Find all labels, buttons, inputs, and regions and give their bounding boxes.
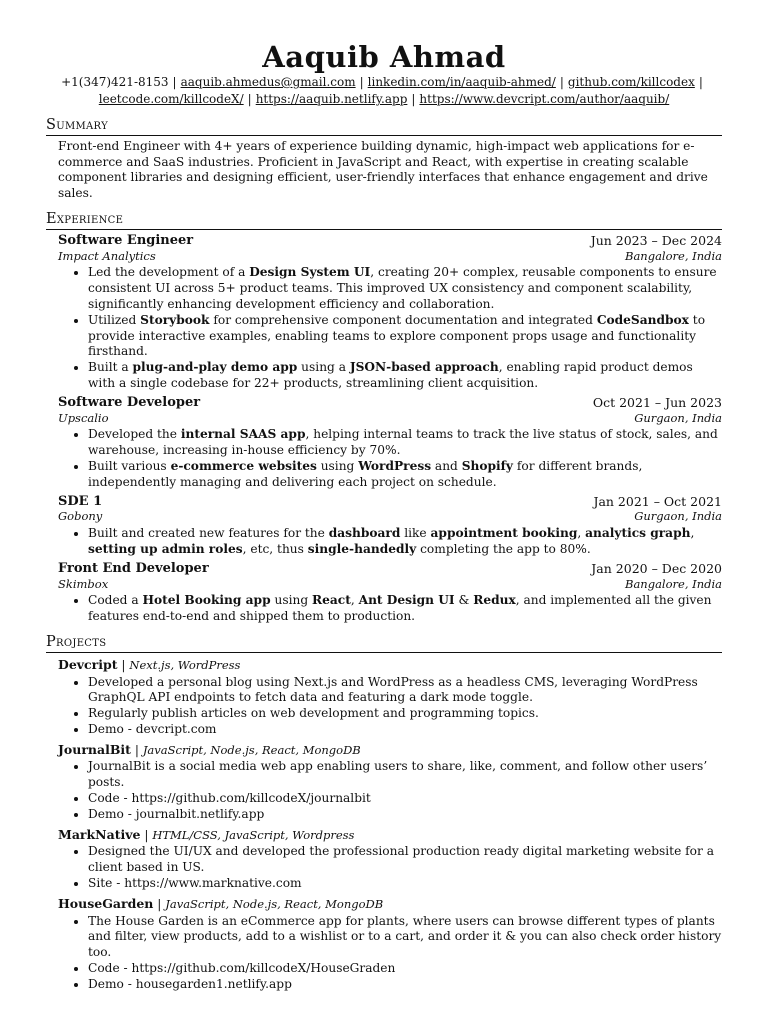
job-title: Software Developer [58, 394, 201, 410]
separator: | [117, 657, 130, 672]
project-header [58, 657, 722, 674]
job-location: Gurgaon, India [634, 509, 722, 524]
bullet-item: • Designed the UI/UX and developed the professional production ready digital marketing website for a client based in US. [88, 844, 722, 876]
bold-text: Storybook [140, 312, 210, 327]
text: , and implemented all the given features end-to-end and shipped them to production. [88, 593, 712, 624]
bullet-item [88, 265, 722, 312]
text: and [431, 458, 462, 473]
summary-text: Front-end Engineer with 4+ years of experience building dynamic, high-impact web applications for e-commerce and SaaS industries. Proficient in JavaScript and React, with expertise in creating scalable component libraries and designing efficient, user-friendly interfaces that enhance engagement and drive sales. [58, 138, 708, 201]
bullet-item: • Demo - journalbit.netlify.app [88, 807, 722, 823]
text: , [690, 526, 695, 541]
text: , enabling rapid product demos with a single codebase for 22+ products, streamlining client acquisition. [88, 360, 693, 390]
job-title-row [58, 494, 722, 510]
bold-text: internal SAAS app [180, 427, 306, 442]
separator: | [140, 827, 153, 842]
job-bullets [58, 526, 722, 558]
bullet-item [88, 427, 722, 459]
job-location: Bangalore, India [625, 576, 722, 591]
section-heading: Experience [46, 212, 722, 230]
summary-section [46, 118, 722, 202]
project-bullets [58, 675, 722, 738]
project-bullets [58, 914, 722, 993]
bold-text: Hotel Booking app [142, 593, 271, 608]
project-tech: JavaScript, Node.js, React, MongoDB [165, 896, 384, 911]
bold-text: analytics graph [585, 526, 691, 541]
job-title-row [58, 233, 722, 249]
text: , helping internal teams to track the live status of stock, sales, and warehouse, increasing in-house efficiency by 70%. [88, 427, 718, 458]
bullet-item [88, 526, 722, 558]
job-company-row [58, 249, 722, 265]
bullet-item: • Code - https://github.com/killcodeX/journalbit [88, 791, 722, 807]
contact-line-2: leetcode.com/killcodeX/ | https://aaquib.netlify.app | https://www.devcript.com/author/aaquib/ [98, 92, 670, 106]
project-header [58, 896, 722, 913]
bullet-item: • The House Garden is an eCommerce app for plants, where users can browse different types of plants and filter, view products, add to a wishlist or to a cart, and order it & you can also check order history too. [88, 914, 722, 961]
company-name: Gobony [58, 509, 103, 524]
linkedin-link[interactable]: linkedin.com/in/aaquib-ahmed/ [367, 75, 556, 89]
bullet-item: • Developed a personal blog using Next.js and WordPress as a headless CMS, leveraging WordPress GraphQL API endpoints to fetch data and featuring a dark mode toggle. [88, 675, 722, 707]
job-dates: Jan 2020 – Dec 2020 [591, 560, 722, 576]
project-name: JournalBit [58, 741, 131, 757]
bullet-item: • Demo - devcript.com [88, 722, 722, 738]
text: for comprehensive component documentation and integrated [209, 312, 597, 327]
text: to provide interactive examples, enabling teams to explore component props usage and functionality firsthand. [88, 312, 706, 359]
bold-text: setting up admin roles [88, 541, 243, 556]
text: , creating 20+ complex, reusable components to ensure consistent UI across 5+ product teams. This improved UX consistency and component scalability, significantly enhancing development efficiency and collaboration. [88, 265, 717, 311]
job-title: SDE 1 [58, 493, 103, 509]
bullet-item: • JournalBit is a social media web app enabling users to share, like, comment, and follow other users’ posts. [88, 759, 722, 791]
bold-text: Redux [473, 593, 516, 608]
bullet-item: • Regularly publish articles on web development and programming topics. [88, 706, 722, 722]
bullet-item: • Site - https://www.marknative.com [88, 876, 722, 892]
bold-text: single-handedly [307, 541, 417, 556]
bold-text: JSON-based approach [349, 360, 499, 375]
job-title-row [58, 395, 722, 411]
text: completing the app to 80%. [416, 541, 591, 556]
bold-text: React [312, 593, 351, 608]
text: , etc, thus [242, 541, 308, 556]
project-name: Devcript [58, 656, 118, 672]
job-title: Software Engineer [58, 232, 194, 248]
company-name: Impact Analytics [58, 248, 156, 263]
project-tech: JavaScript, Node.js, React, MongoDB [142, 742, 361, 757]
section-heading: Summary [46, 118, 722, 136]
job-dates: Jan 2021 – Oct 2021 [593, 493, 722, 509]
projects-section [46, 635, 722, 993]
project-tech: Next.js, WordPress [129, 657, 241, 672]
bullet-item [88, 360, 722, 392]
bold-text: WordPress [358, 458, 432, 473]
phone-number: +1(347)421-8153 [61, 75, 169, 89]
blog-author-link[interactable]: https://www.devcript.com/author/aaquib/ [419, 92, 670, 106]
bold-text: e-commerce websites [170, 458, 317, 473]
projects-list [46, 657, 722, 993]
contact-line-1: +1(347)421-8153 | aaquib.ahmedus@gmail.com | linkedin.com/in/aaquib-ahmed/ | github.com/killcodex | [61, 75, 703, 89]
text: , [577, 526, 586, 541]
job-bullets [58, 593, 722, 625]
project-name: MarkNative [58, 826, 141, 842]
job-title-row [58, 561, 722, 577]
bold-text: Design System UI [249, 265, 371, 280]
project-entry [46, 657, 722, 738]
experience-section [46, 212, 722, 625]
bold-text: CodeSandbox [596, 312, 689, 327]
text: & [454, 593, 474, 608]
company-name: Skimbox [58, 576, 109, 591]
project-tech: HTML/CSS, JavaScript, Wordpress [152, 827, 355, 842]
job-title: Front End Developer [58, 560, 209, 576]
text: Utilized [88, 312, 141, 327]
resume-page [46, 40, 722, 995]
email-link[interactable]: aaquib.ahmedus@gmail.com [180, 75, 356, 89]
text: Developed the [88, 427, 181, 442]
text: using [316, 458, 359, 473]
bullet-item: • Code - https://github.com/killcodeX/HouseGraden [88, 961, 722, 977]
job-entry [46, 233, 722, 392]
text: Coded a [88, 593, 143, 608]
bullet-item [88, 593, 722, 625]
github-link[interactable]: github.com/killcodex [567, 75, 695, 89]
bullet-item [88, 459, 722, 491]
bold-text: Ant Design UI [358, 593, 455, 608]
text: using a [297, 360, 350, 375]
text: Built various [88, 458, 171, 473]
bold-text: plug-and-play demo app [132, 360, 298, 375]
job-location: Bangalore, India [625, 248, 722, 263]
text: using [270, 593, 313, 608]
company-name: Upscalio [58, 410, 109, 425]
project-entry [46, 742, 722, 823]
job-entry [46, 395, 722, 491]
job-company-row [58, 577, 722, 593]
separator: | [130, 742, 143, 757]
job-entry [46, 494, 722, 558]
leetcode-link[interactable]: leetcode.com/killcodeX/ [98, 92, 244, 106]
project-entry [46, 827, 722, 892]
section-heading: Projects [46, 635, 722, 653]
experience-list [46, 233, 722, 625]
job-entry [46, 561, 722, 625]
bullet-item: • Demo - housegarden1.netlify.app [88, 977, 722, 993]
job-location: Gurgaon, India [634, 410, 722, 425]
text: Built a [88, 360, 133, 375]
portfolio-link[interactable]: https://aaquib.netlify.app [255, 92, 408, 106]
job-bullets [58, 427, 722, 490]
candidate-name: Aaquib Ahmad [262, 40, 506, 74]
project-entry [46, 896, 722, 993]
project-bullets [58, 759, 722, 822]
bold-text: Shopify [461, 458, 514, 473]
bold-text: appointment booking [430, 526, 578, 541]
project-header [58, 742, 722, 759]
project-bullets [58, 844, 722, 891]
job-company-row [58, 509, 722, 525]
text: for different brands, independently managing and delivering each project on schedule. [88, 458, 643, 489]
job-dates: Jun 2023 – Dec 2024 [590, 232, 722, 248]
job-company-row [58, 411, 722, 427]
job-dates: Oct 2021 – Jun 2023 [592, 394, 722, 410]
job-bullets [58, 265, 722, 391]
project-header [58, 827, 722, 844]
bold-text: dashboard [328, 526, 401, 541]
text: , [350, 593, 359, 608]
text: like [400, 526, 431, 541]
separator: | [153, 896, 166, 911]
text: Led the development of a [88, 265, 250, 280]
bullet-item [88, 313, 722, 360]
project-name: HouseGarden [58, 895, 154, 911]
text: Built and created new features for the [88, 526, 329, 541]
